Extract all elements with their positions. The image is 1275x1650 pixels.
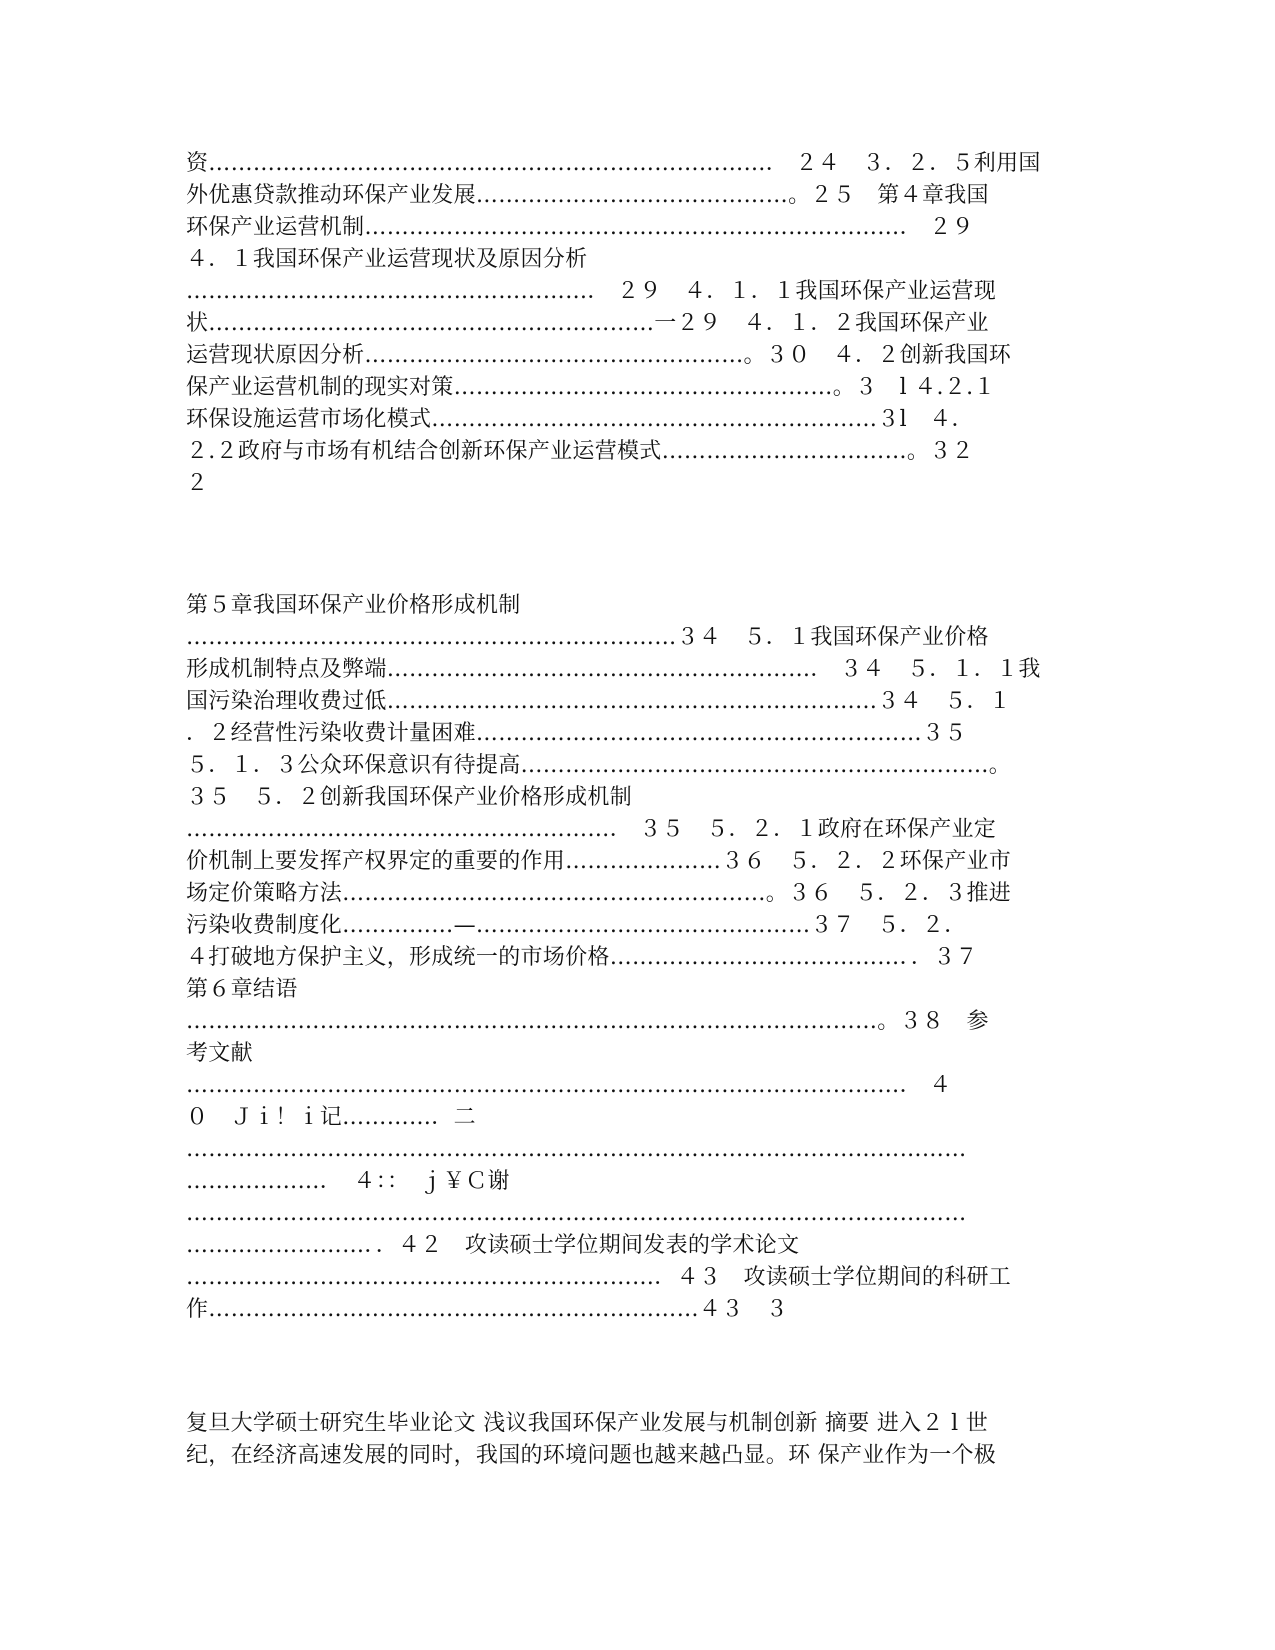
toc-line: ３５ ５．２创新我国环保产业价格形成机制 [186, 785, 633, 810]
toc-line: ２.２政府与市场有机结合创新环保产业运营模式……………………………。３２ [186, 439, 974, 464]
toc-line: ………………． ４：： ｊ￥Ｃ谢 [186, 1169, 510, 1194]
toc-line: 考文献 [186, 1041, 253, 1066]
toc-line: ０ Ｊｉ！ｉ记…………．二 [186, 1105, 476, 1130]
toc-line: …………………………………………………………………………………。３８ 参 [186, 1009, 989, 1034]
toc-line: 作…………………………………………………………４３ ３ [186, 1297, 789, 1322]
body-line: 复旦大学硕士研究生毕业论文 浅议我国环保产业发展与机制创新 摘要 进入２ l 世 [186, 1411, 989, 1436]
toc-line: 国污染治理收费过低…………………………………………………………３４ ５．１ [186, 689, 1012, 714]
toc-line: 价机制上要发挥产权界定的重要的作用…………………３６ ５．２．２环保产业市 [186, 849, 1012, 874]
toc-line: …………………………………………………………………………………………… [186, 1201, 967, 1226]
toc-line: 环保产业运营机制………………………………………………………………． ２９ [186, 215, 974, 240]
toc-line: 外优惠贷款推动环保产业发展……………………………………。２５ 第４章我国 [186, 183, 989, 208]
toc-line: 场定价策略方法…………………………………………………。３６ ５．２．３推进 [186, 881, 1012, 906]
toc-line: …………………………………………………………３４ ５．１我国环保产业价格 [186, 625, 989, 650]
toc-line: 第５章我国环保产业价格形成机制 [186, 593, 521, 618]
toc-line: 运营现状原因分析……………………………………………。３０ ４．２创新我国环 [186, 343, 1012, 368]
toc-line: …………………………………………………………………………………………… [186, 1137, 967, 1162]
toc-line: ４．１我国环保产业运营现状及原因分析 [186, 247, 588, 272]
table-of-contents-part-1 [186, 148, 1091, 500]
toc-line: 污染收费制度化……………—………………………………………３７ ５．２． [186, 913, 967, 938]
toc-line: ……………………．．４２ 攻读硕士学位期间发表的学术论文 [186, 1233, 800, 1258]
toc-line: ……………………………………………………………………………………． ４ [186, 1073, 952, 1098]
toc-line: ５．１．３公众环保意识有待提高………………………………………………………。 [186, 753, 1012, 778]
abstract-paragraph [186, 1408, 1091, 1472]
toc-line: …………………………………………………． ３５ ５．２．１政府在环保产业定 [186, 817, 997, 842]
toc-line: ．２经营性污染收费计量困难……………………………………………………３５ [186, 721, 967, 746]
toc-line: 第６章结语 [186, 977, 298, 1002]
table-of-contents-part-2 [186, 590, 1091, 1326]
toc-line: 保产业运营机制的现实对策……………………………………………。３ l ４.２.１ [186, 375, 996, 400]
toc-line: 资…………………………………………………………………． ２４ ３．２．５利用国 [186, 151, 1041, 176]
toc-line: ………………………………………………． ２９ ４．１．１我国环保产业运营现 [186, 279, 997, 304]
toc-line: ２ [186, 471, 209, 496]
toc-line: ………………………………………………………．４３ 攻读硕士学位期间的科研工 [186, 1265, 1012, 1290]
toc-line: 环保设施运营市场化模式……………………………………………………３l ４． [186, 407, 974, 432]
body-line: 纪，在经济高速发展的同时，我国的环境问题也越来越凸显。环 保产业作为一个极 [186, 1443, 997, 1468]
toc-line: 状……………………………………………………一２９ ４．１．２我国环保产业 [186, 311, 989, 336]
toc-line: ４打破地方保护主义，形成统一的市场价格…………………………………．．３７ [186, 945, 978, 970]
toc-line: 形成机制特点及弊端…………………………………………………． ３４ ５．１．１我 [186, 657, 1041, 682]
